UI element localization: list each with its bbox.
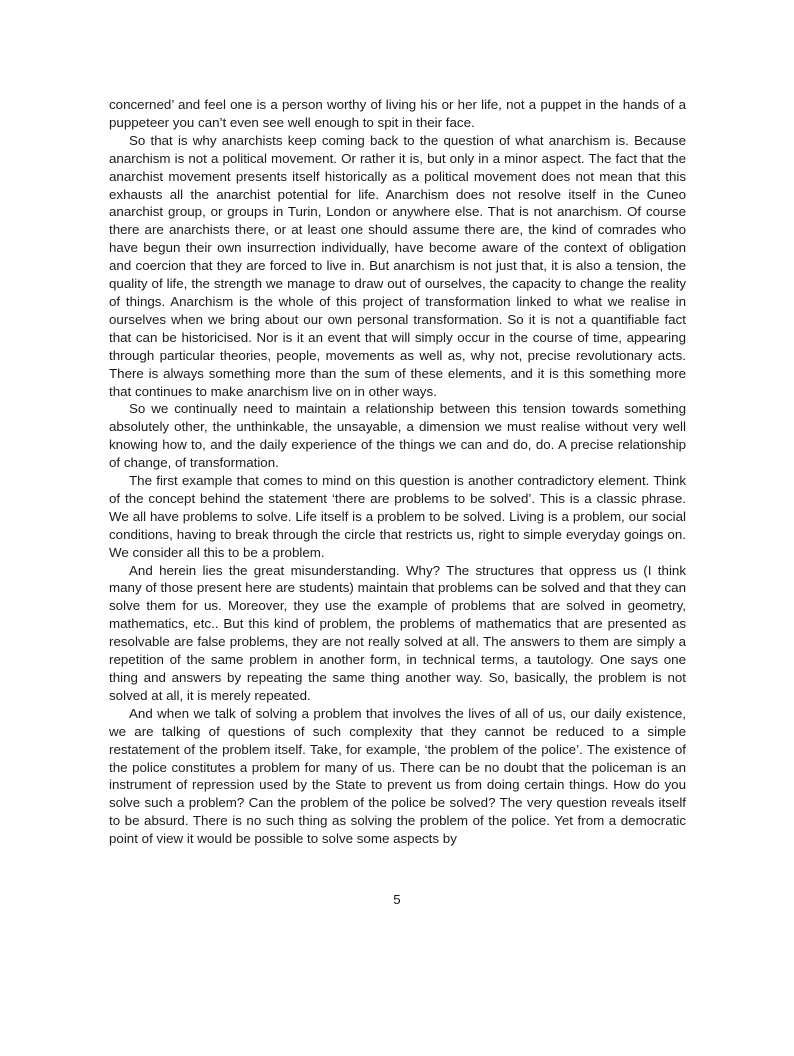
paragraph-2: So that is why anarchists keep coming back to the question of what anarchism is. Because anarchism is not a political movement. Or rather it is, but only in a minor aspect. The fact that the anarchist movement presents itself historically as a political movement does not mean that this exhausts all the anarchist potential for life. Anarchism does not resolve itself in the Cuneo anarchist group, or groups in Turin, London or anywhere else. That is not anarchism. Of course there are anarchists there, or at least one should assume there are, the kind of comrades who have begun their own insurrection individually, have become aware of the context of obligation and coercion that they are forced to live in. But anarchism is not just that, it is also a tension, the quality of life, the strength we manage to draw out of ourselves, the capacity to change the reality of things. Anarchism is the whole of this project of transformation linked to what we realise in ourselves when we bring about our own personal transformation. So it is not a quantifiable fact that can be historicised. Nor is it an event that will simply occur in the course of time, appearing through particular theories, people, movements as well as, why not, precise revolutionary acts. There is always something more than the sum of these elements, and it is this something more that continues to make anarchism live on in other ways. [109,132,686,399]
paragraph-4: The first example that comes to mind on this question is another contradictory element. Think of the concept behind the statement ‘there are problems to be solved’. This is a classic phrase. We all have problems to solve. Life itself is a problem to be solved. Living is a problem, our social conditions, having to break through the circle that restricts us, right to simple everyday goings on. We consider all this to be a problem. [109,473,686,560]
body-text [109,96,686,848]
paragraph-3: So we continually need to maintain a relationship between this tension towards something absolutely other, the unthinkable, the unsayable, a dimension we must realise without very well knowing how to, and the daily experience of the things we can and do, do. A precise relationship of change, of transformation. [109,401,686,471]
paragraph-1: concerned’ and feel one is a person worthy of living his or her life, not a puppet in the hands of a puppeteer you can’t even see well enough to spit in their face. [109,97,686,130]
page-number: 5 [393,892,401,907]
paragraph-5: And herein lies the great misunderstanding. Why? The structures that oppress us (I think many of those present here are students) maintain that problems can be solved and that they can solve them for us. Moreover, they use the example of problems that are solved in geometry, mathematics, etc.. But this kind of problem, the problems of mathematics that are presented as resolvable are false problems, they are not really solved at all. The answers to them are simply a repetition of the same problem in another form, in technical terms, a tautology. One says one thing and answers by repeating the same thing another way. So, basically, the problem is not solved at all, it is merely repeated. [109,562,686,703]
paragraph-6: And when we talk of solving a problem that involves the lives of all of us, our daily existence, we are talking of questions of such complexity that they cannot be reduced to a simple restatement of the problem itself. Take, for example, ‘the problem of the police’. The existence of the police constitutes a problem for many of us. There can be no doubt that the policeman is an instrument of repression used by the State to prevent us from doing certain things. How do you solve such a problem? Can the problem of the police be solved? The very question reveals itself to be absurd. There is no such thing as solving the problem of the police. Yet from a democratic point of view it would be possible to solve some aspects by [109,705,686,847]
